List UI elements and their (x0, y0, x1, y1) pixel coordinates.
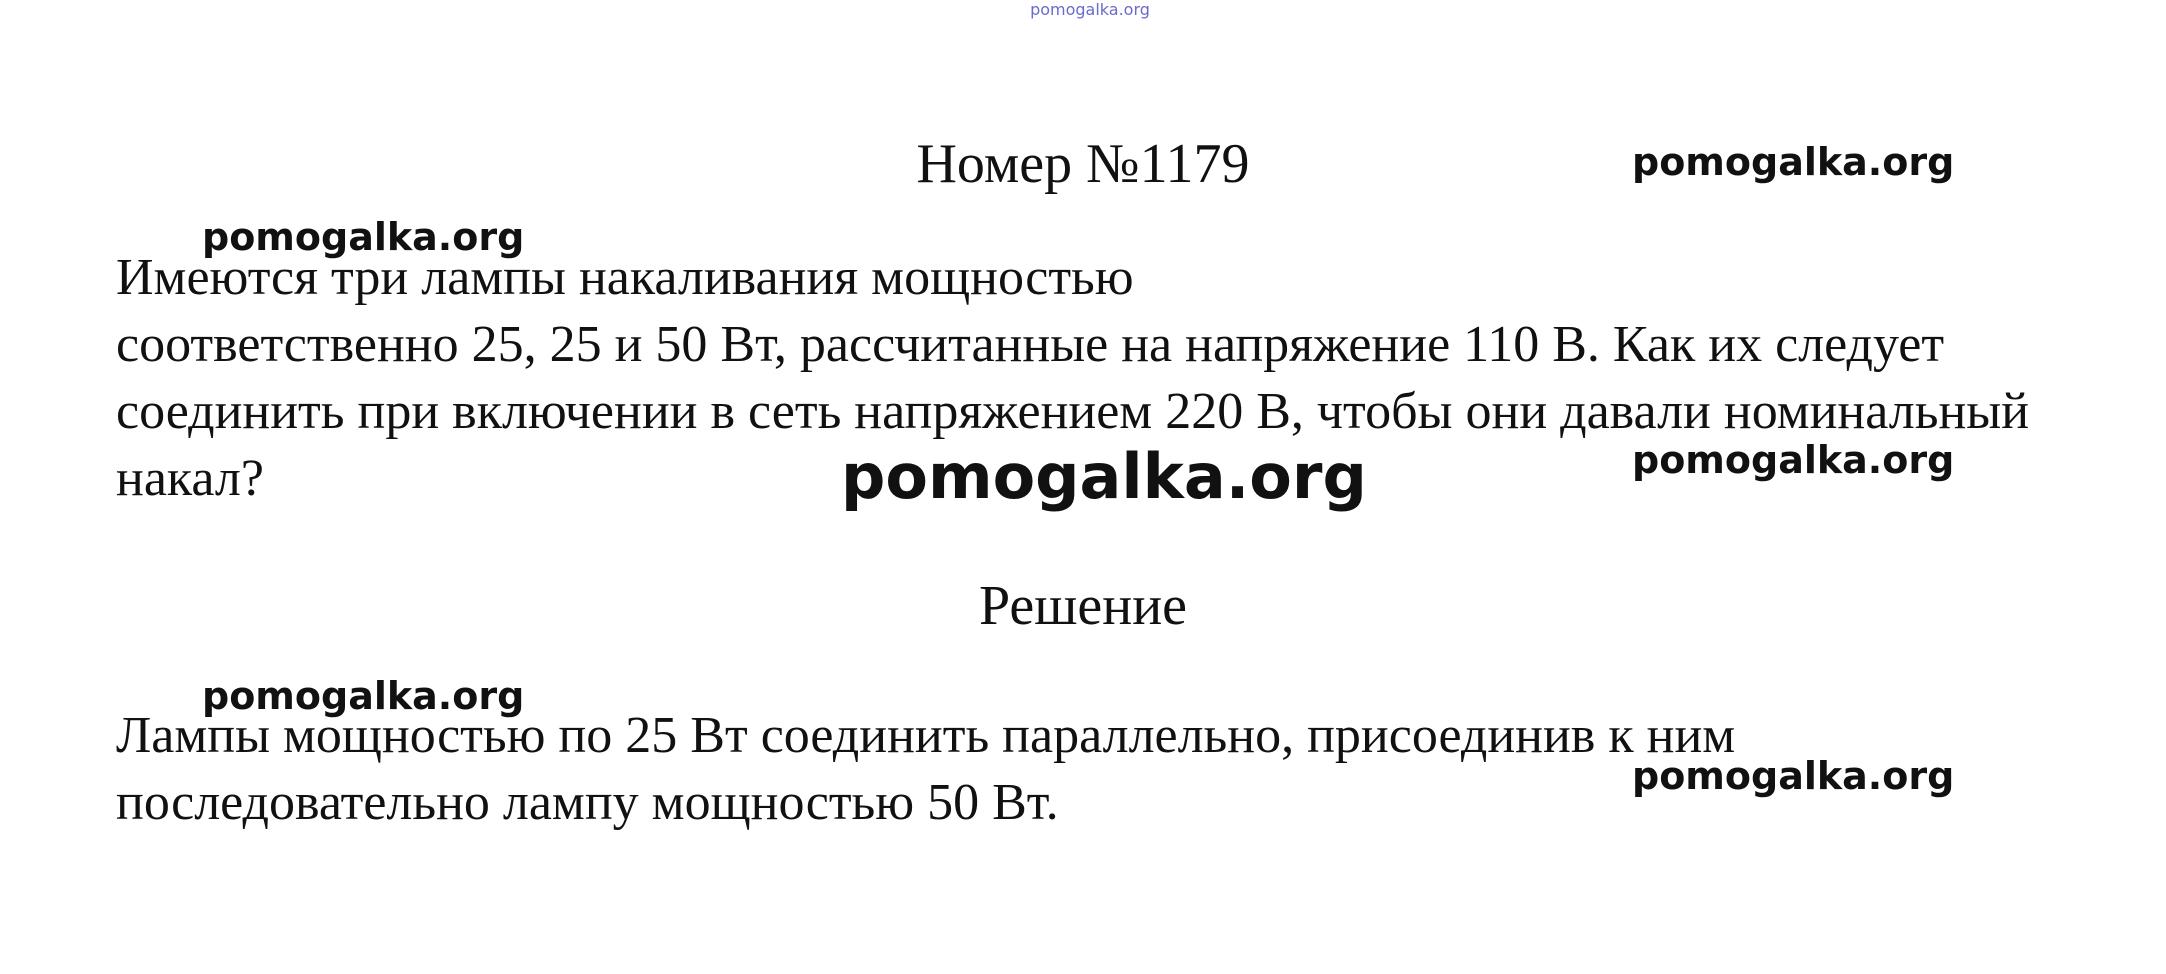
watermark: pomogalka.org (202, 215, 525, 259)
site-link-top[interactable]: pomogalka.org (1030, 0, 1150, 19)
watermark: pomogalka.org (1632, 754, 1955, 798)
watermark: pomogalka.org (1632, 140, 1955, 184)
watermark: pomogalka.org (202, 674, 525, 718)
page-title: Номер №1179 (916, 133, 1250, 195)
solution-text: Лампы мощностью по 25 Вт соединить параллельно, присоединив к ним последовательно лампу мощностью 50 Вт. (116, 707, 1736, 831)
problem-text: Имеются три лампы накаливания мощностью соответственно 25, 25 и 50 Вт, рассчитанные на напряжение 110 В. Как их следует соединить при включении в сеть напряжением 220 В, чтобы они давали номинальный накал? (116, 249, 2030, 507)
watermark: pomogalka.org (1632, 438, 1955, 482)
watermark-large: pomogalka.org (841, 440, 1367, 513)
solution-heading: Решение (978, 575, 1188, 637)
